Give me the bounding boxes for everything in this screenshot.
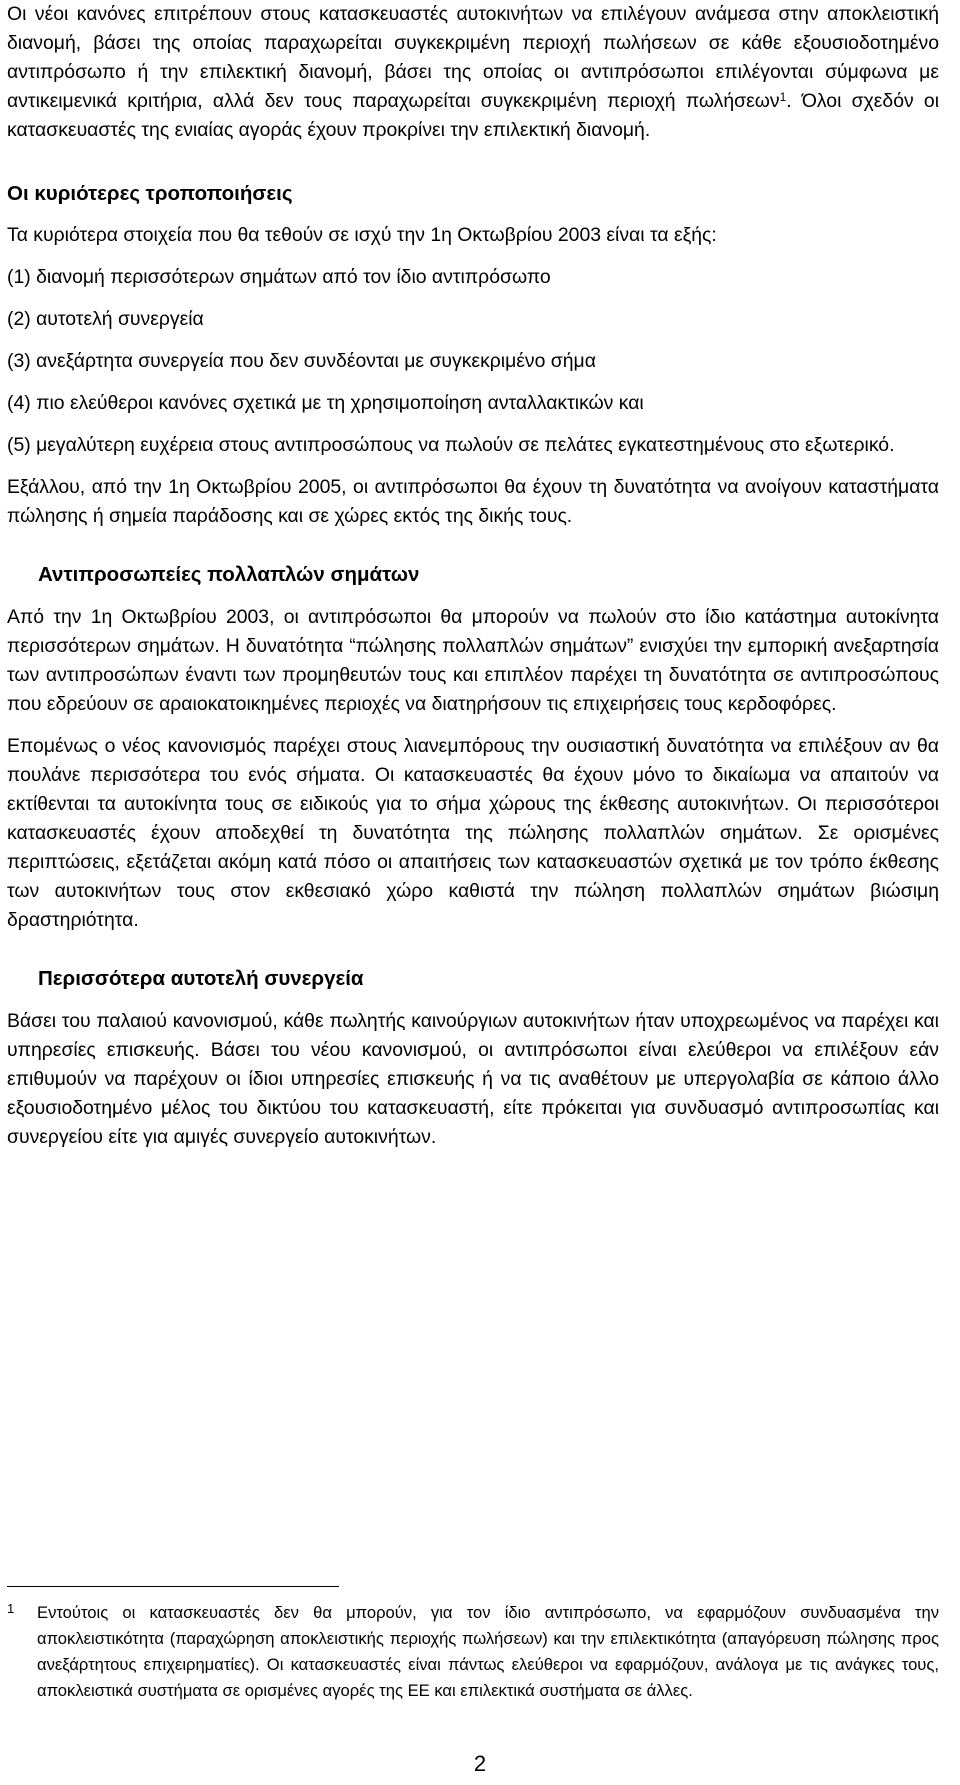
intro-paragraph [7,0,939,145]
footnote [7,1600,939,1704]
multibrand-paragraph: Επομένως ο νέος κανονισμός παρέχει στους λιανεμπόρους την ουσιαστική δυνατότητα να επιλέξουν αν θα πουλάνε περισσότερα του ενός σήματα. Οι κατασκευαστές θα έχουν μόνο το δικαίωμα να απαιτούν να εκτίθενται τα αυτοκίνητα τους σε ειδικούς για το σήμα χώρους της έκθεσης αυτοκινήτων. Οι περισσότεροι κατασκευαστές έχουν αποδεχθεί τη δυνατότητα της πώλησης πολλαπλών σημάτων. Σε ορισμένες περιπτώσεις, εξετάζεται ακόμη κατά πόσο οι απαιτήσεις των κατασκευαστών σχετικά με τον τρόπο έκθεσης των αυτοκινήτων τους στον εκθεσιακό χώρο καθιστά την πώληση πολλαπλών σημάτων βιώσιμη δραστηριότητα. [7,735,939,931]
list-item: (3) ανεξάρτητα συνεργεία που δεν συνδέονται με συγκεκριμένο σήμα [7,350,596,372]
document-page [7,0,939,1152]
multibrand-paragraph: Από την 1η Οκτωβρίου 2003, οι αντιπρόσωποι θα μπορούν να πωλούν στο ίδιο κατάστημα αυτοκίνητα περισσότερων σημάτων. Η δυνατότητα “πώλησης πολλαπλών σημάτων” ενισχύει την εμπορική ανεξαρτησία των αντιπροσώπων έναντι των προμηθευτών τους και επιπλέον παρέχει τη δυνατότητα σε αντιπροσώπους που εδρεύουν σε αραιοκατοικημένες περιοχές να διατηρήσουν τις επιχειρήσεις τους κερδοφόρες. [7,606,939,715]
list-item: (1) διανομή περισσότερων σημάτων από τον ίδιο αντιπρόσωπο [7,266,551,288]
section-heading-main-changes: Οι κυριότερες τροποποιήσεις [7,182,293,205]
main-changes-closing: Εξάλλου, από την 1η Οκτωβρίου 2005, οι αντιπρόσωποι θα έχουν τη δυνατότητα να ανοίγουν καταστήματα πώλησης ή σημεία παράδοσης και σε χώρες εκτός της δικής τους. [7,476,939,527]
intro-text-end: . Όλοι σχεδόν οι κατασκευαστές της ενιαίας αγοράς έχουν προκρίνει την επιλεκτική διανομή. [7,90,939,141]
footnote-separator [7,1586,339,1587]
main-changes-lead: Τα κυριότερα στοιχεία που θα τεθούν σε ισχύ την 1η Οκτωβρίου 2003 είναι τα εξής: [7,224,717,246]
list-item: (2) αυτοτελή συνεργεία [7,308,204,330]
intro-text: Οι νέοι κανόνες επιτρέπουν στους κατασκευαστές αυτοκινήτων να επιλέγουν ανάμεσα στην αποκλειστική διανομή, βάσει της οποίας παραχωρείται συγκεκριμένη περιοχή πωλήσεων σε κάθε εξουσιοδοτημένο αντιπρόσωπο ή την επιλεκτική διανομή, βάσει της οποίας οι αντιπρόσωποι επιλέγονται σύμφωνα με αντικειμενικά κριτήρια, αλλά δεν τους παραχωρείται συγκεκριμένη περιοχή πωλήσεων [7,3,939,112]
section-heading-repairers: Περισσότερα αυτοτελή συνεργεία [38,967,364,990]
page-number: 2 [473,1751,487,1776]
list-item: (4) πιο ελεύθεροι κανόνες σχετικά με τη χρησιμοποίηση ανταλλακτικών και [7,392,644,414]
footnote-text: Εντούτοις οι κατασκευαστές δεν θα μπορούν, για τον ίδιο αντιπρόσωπο, να εφαρμόζουν συνδυασμένα την αποκλειστικότητα (παραχώρηση αποκλειστικής περιοχής πωλήσεων) και την επιλεκτικότητα (απαγόρευση πώλησης προς ανεξάρτητους επιχειρηματίες). Οι κατασκευαστές είναι πάντως ελεύθεροι να εφαρμόζουν, ανάλογα με τις ανάγκες τους, αποκλειστικά συστήματα σε ορισμένες αγορές της ΕΕ και επιλεκτικά συστήματα σε άλλες. [37,1603,939,1700]
repairers-paragraph: Βάσει του παλαιού κανονισμού, κάθε πωλητής καινούργιων αυτοκινήτων ήταν υποχρεωμένος να παρέχει και υπηρεσίες επισκευής. Βάσει του νέου κανονισμού, οι αντιπρόσωποι είναι ελεύθεροι να επιλέξουν εάν επιθυμούν να παρέχουν οι ίδιοι υπηρεσίες επισκευής ή να τις αναθέτουν με υπεργολαβία σε κάποιο άλλο εξουσιοδοτημένο μέλος του δικτύου του κατασκευαστή, είτε πρόκειται για συνδυασμό αντιπροσωπίας και συνεργείου είτε για αμιγές συνεργείο αυτοκινήτων. [7,1010,939,1148]
list-item: (5) μεγαλύτερη ευχέρεια στους αντιπροσώπους να πωλούν σε πελάτες εγκατεστημένους στο εξωτερικό. [7,434,895,456]
footnote-mark: 1 [7,1601,15,1616]
footnote-reference[interactable]: 1 [779,90,787,104]
section-heading-multibrand: Αντιπροσωπείες πολλαπλών σημάτων [38,563,420,586]
